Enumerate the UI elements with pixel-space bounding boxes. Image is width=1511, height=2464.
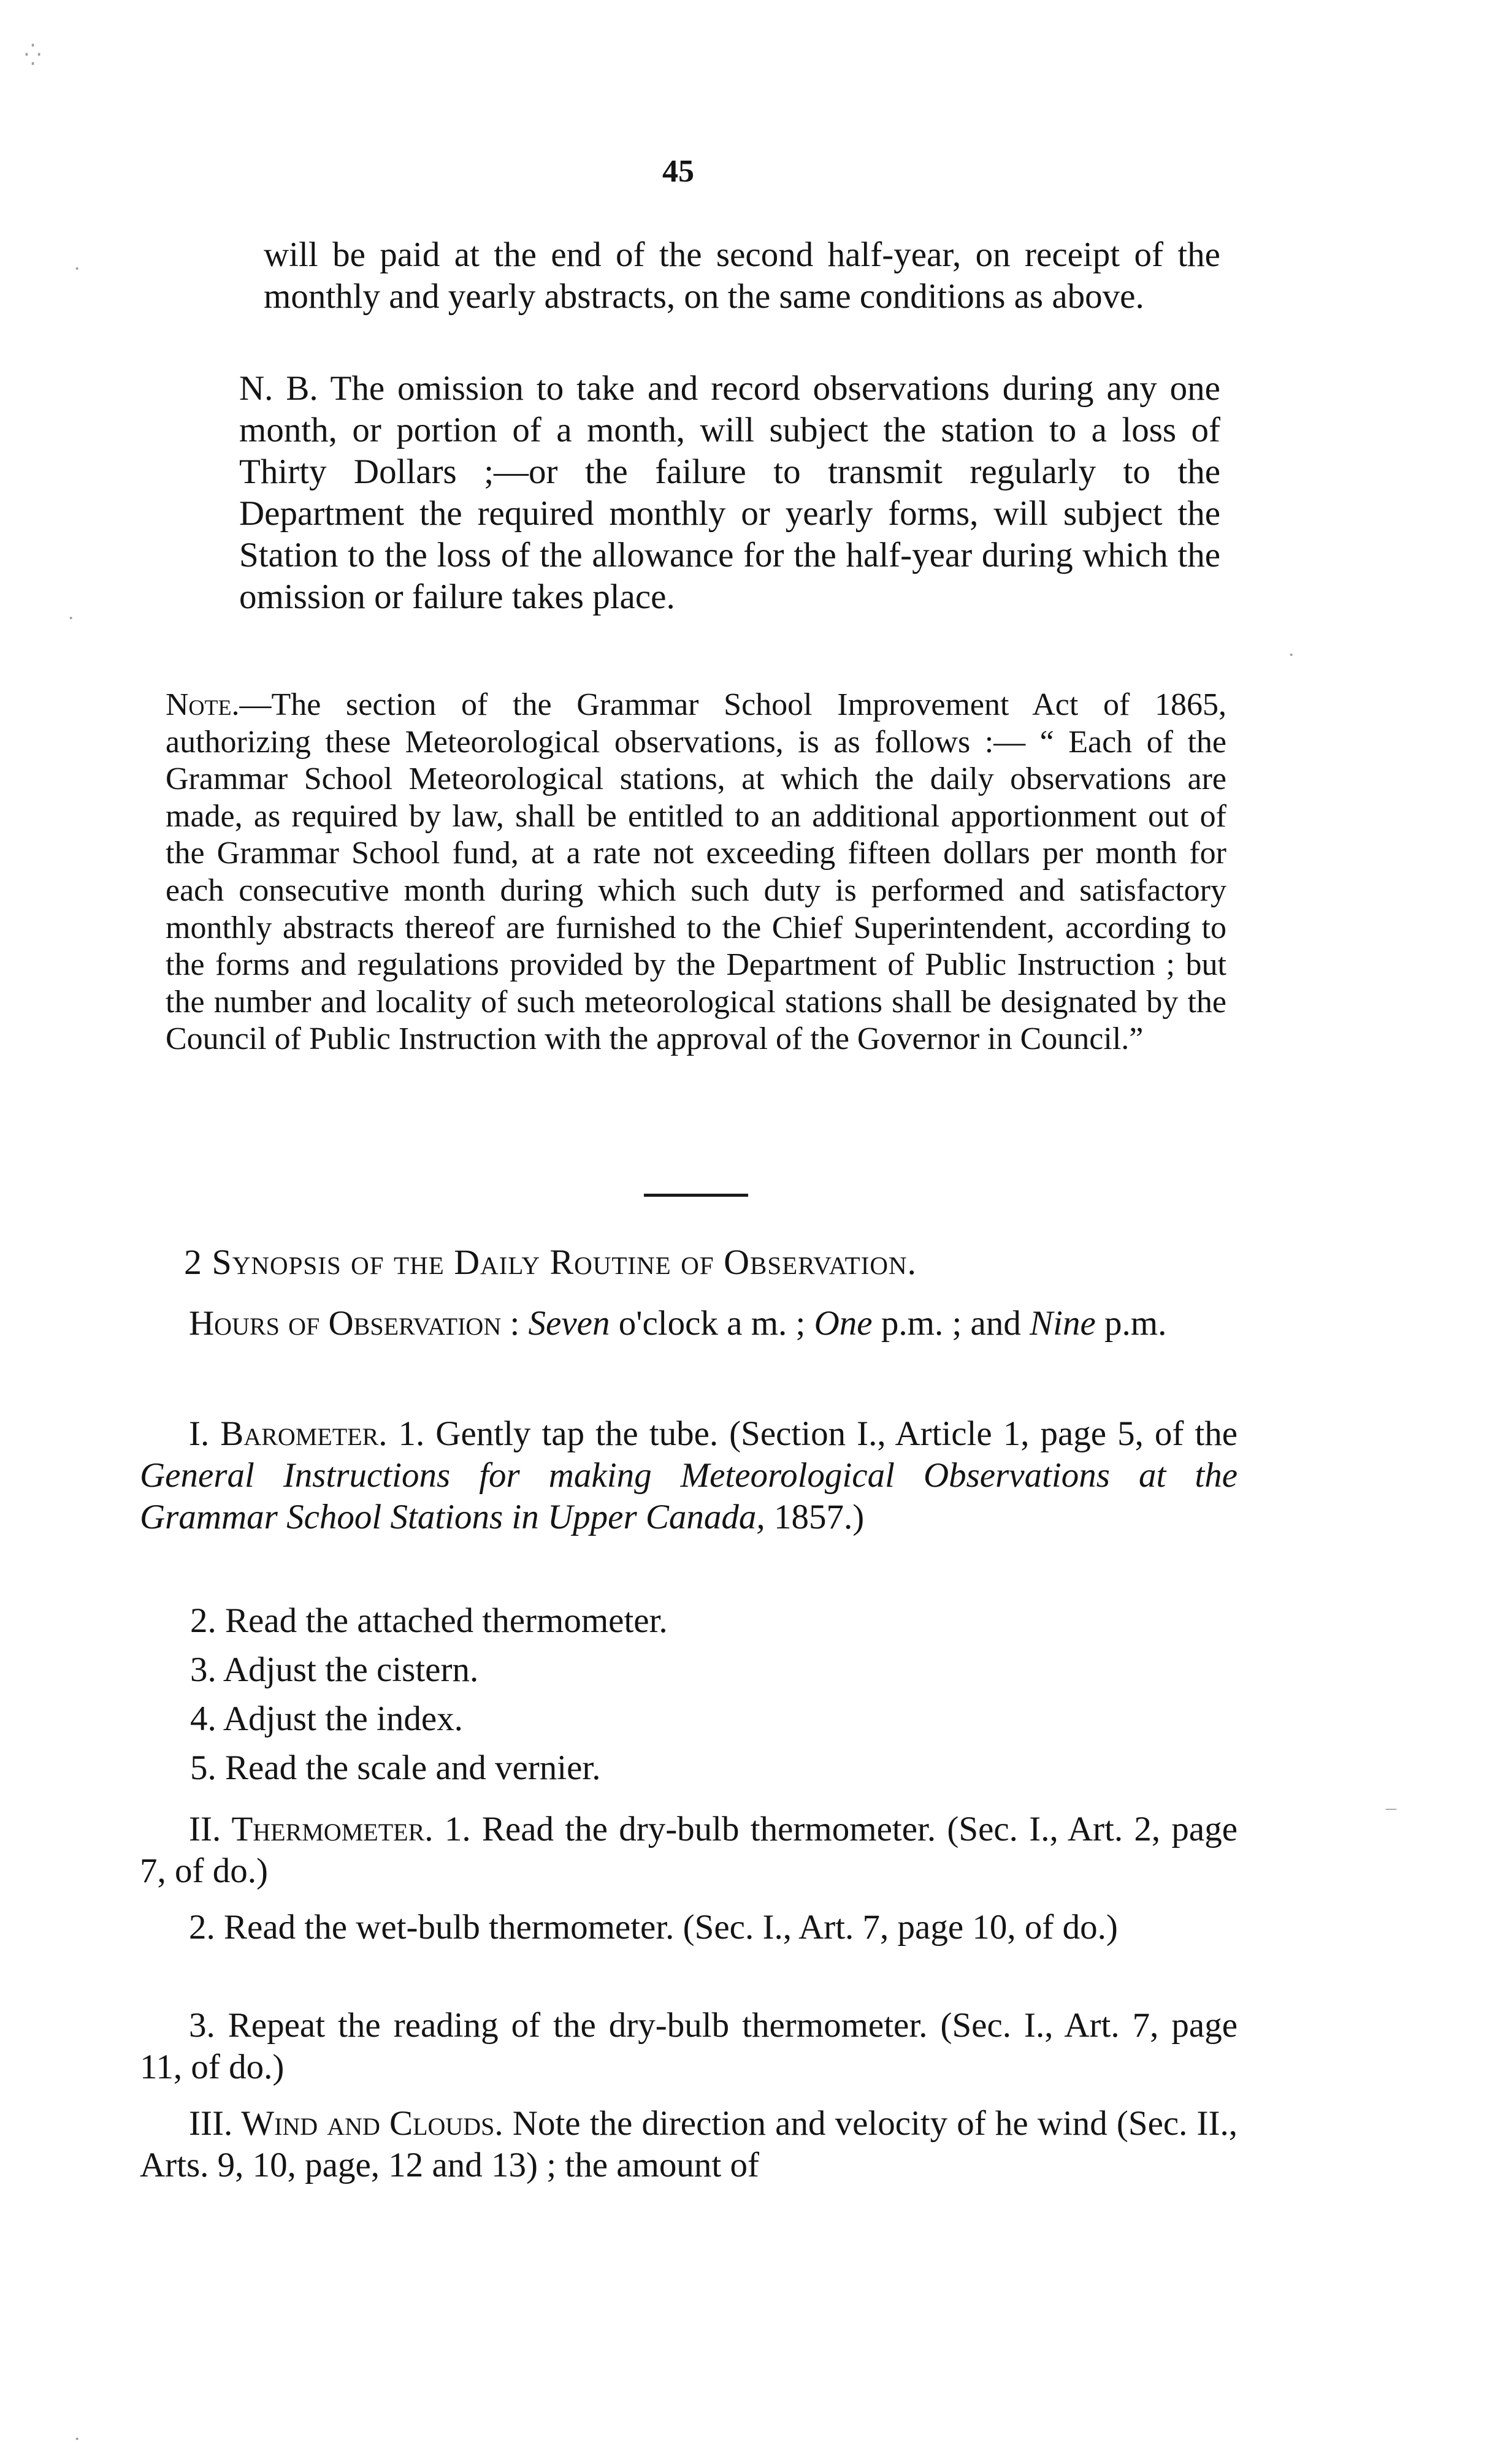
barometer-step5: 5. Read the scale and vernier. [190,1749,601,1787]
thermometer-label: II. Thermometer. [189,1810,434,1848]
barometer-step2: 2. Read the attached thermometer. [190,1601,668,1640]
wind-paragraph [140,2103,1237,2186]
hours-t1: o'clock a m. ; [618,1304,806,1343]
hours-t2: p.m. ; and [881,1304,1021,1343]
barometer-step1-a: 1. Gently tap the tube. (Section I., Article 1, page 5, of the [398,1414,1237,1453]
hours-nine: Nine [1030,1304,1096,1343]
hours-seven: Seven [528,1304,610,1343]
nb-paragraph [239,368,1220,618]
thermometer-step1: 1. Read the dry-bulb thermometer. (Sec. I., Art. 2, page 7, of do.) [140,1810,1237,1890]
hours-paragraph [140,1303,1237,1345]
ink-speck: – [1386,1796,1396,1819]
barometer-step4: 4. Adjust the index. [190,1699,463,1738]
wind-text: Note the direction and velocity of he wind (Sec. II., Arts. 9, 10, page, 12 and 13) ; the amount of [140,2104,1238,2184]
ink-speck: ⁛ [25,44,42,67]
nb-text: The omission to take and record observations during any one month, or portion of a month, will subject the station to a loss of Thirty Dollars ;—or the failure to transmit regularly to the Department the required monthly or yearly forms, will subject the Station to the loss of the allowance for the half-year during which the omission or failure takes place. [239,369,1220,616]
continuation-paragraph: will be paid at the end of the second half-year, on receipt of the monthly and yearly abstracts, on the same conditions as above. [264,235,1220,316]
thermometer-step2: 2. Read the wet-bulb thermometer. (Sec. I., Art. 7, page 10, of do.) [189,1908,1118,1947]
page-number: 45 [662,154,694,189]
nb-label: N. B. [239,369,318,408]
hours-one: One [814,1304,873,1343]
synopsis-title: Synopsis of the Daily Routine of Observation. [212,1242,917,1282]
barometer-step1-italic: General Instructions for making Meteorological Observations at the Grammar School Stations in Upper Canada, [140,1456,1237,1536]
ink-speck: · [67,607,75,630]
ink-speck: · [74,257,81,280]
note-paragraph [166,687,1226,1058]
barometer-step3: 3. Adjust the cistern. [190,1650,479,1689]
synopsis-number: 2 [184,1242,202,1282]
ink-speck: · [1288,644,1295,666]
synopsis-heading [184,1242,917,1283]
note-text: —The section of the Grammar School Improvement Act of 1865, authorizing these Meteorological observations, is as follows :— “ Each of the Grammar School Meteorological stations, at which the daily observations are made, as required by law, shall be entitled to an additional apportionment out of the Grammar School fund, at a rate not exceeding fifteen dollars per month for each consecutive month during which such duty is performed and satisfactory monthly abstracts thereof are furnished to the Chief Superintendent, according to the forms and regulations provided by the Department of Public Instruction ; but the number and locality of such meteorological stations shall be designated by the Council of Public Instruction with the approval of the Governor in Council.” [166,687,1226,1057]
ink-speck: · [74,2428,81,2451]
section-divider [644,1194,748,1197]
barometer-paragraph [140,1413,1237,1538]
barometer-step1-b: 1857.) [773,1498,865,1536]
hours-label: Hours of Observation : [189,1304,520,1343]
barometer-label: I. Barometer. [189,1414,388,1453]
wind-label: III. Wind and Clouds. [189,2104,503,2143]
thermometer-step3: 3. Repeat the reading of the dry-bulb thermometer. (Sec. I., Art. 7, page 11, of do.) [140,2006,1237,2086]
thermometer-paragraph [140,1809,1237,1892]
hours-t3: p.m. [1104,1304,1167,1343]
note-label: Note. [166,687,240,722]
